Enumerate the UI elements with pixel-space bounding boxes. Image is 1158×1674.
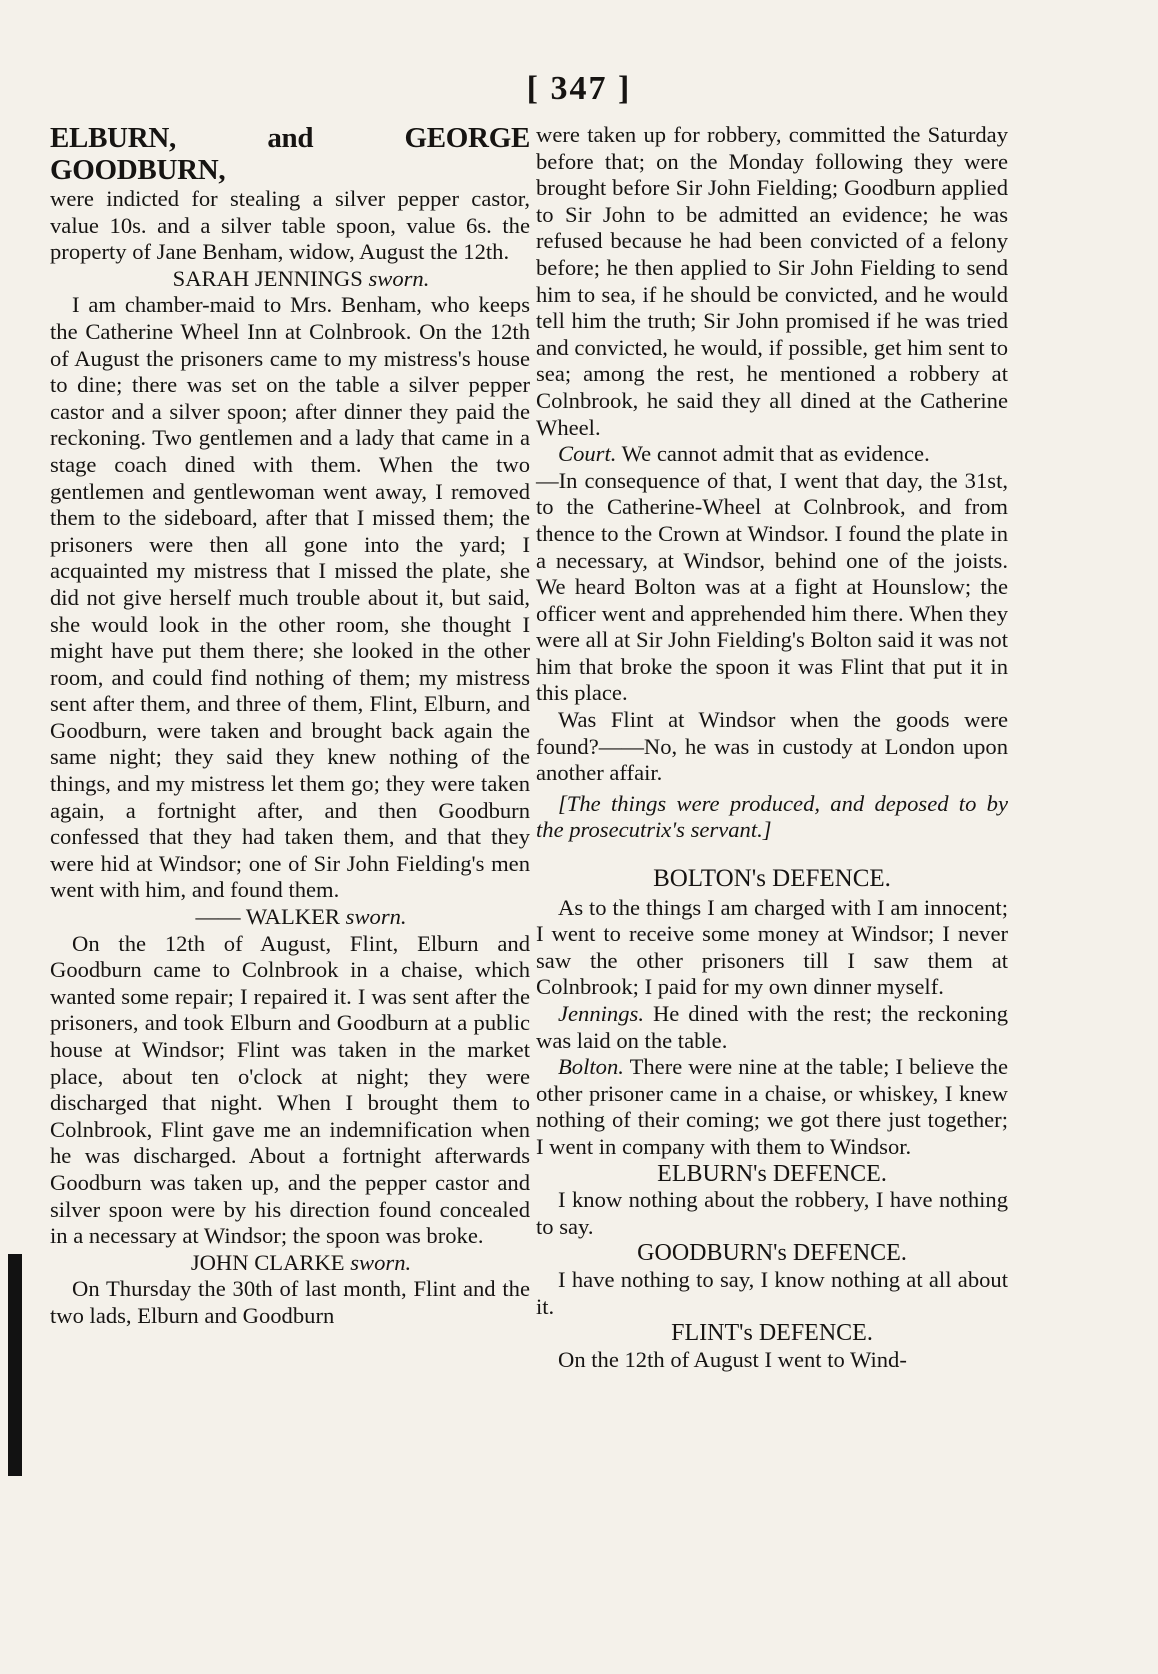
defence-heading-goodburn: GOODBURN's DEFENCE. (637, 1240, 907, 1267)
testimony-clarke-part2: —In consequence of that, I went that day, the 31st, to the Catherine-Wheel at Colnbrook, and from thence to the Crown at Windsor. I found the plate in a necessary, at Windsor, behind one of the joists. We heard Bolton was at a fight at Hounslow; the officer went and apprehended him there. When they were all at Sir John Fielding's Bolton said it was not him that broke the spoon it was Flint that put it in this place. (536, 467, 1008, 706)
jennings-remark (536, 1001, 1008, 1054)
witness-heading-jennings (50, 266, 530, 293)
witness-name: —— WALKER (195, 904, 340, 930)
witness-heading-walker (50, 904, 530, 931)
witness-name: SARAH JENNINGS (172, 265, 363, 291)
sworn-label: sworn. (345, 904, 407, 930)
indictment-text: were indicted for stealing a silver pepper castor, value 10s. and a silver table spoon, value 6s. the property of Jane Benham, widow, August the 12th. (50, 186, 530, 265)
case-lead: ELBURN, and GEORGE GOODBURN, (50, 122, 530, 186)
testimony-clarke-continued: were taken up for robbery, committed the Saturday before that; on the Monday following they were brought before Sir John Fielding; Goodburn applied to Sir John to be admitted an evidence; he was refused because he had been convicted of a felony before; he then applied to Sir John Fielding to send him to sea, if he should be convicted, and he would tell him the truth; Sir John promised if he was tried and convicted, he would, if possible, get him sent to sea; among the rest, he mentioned a robbery at Colnbrook, he said they all dined at the Catherine Wheel. (536, 122, 1008, 440)
bolton-remark (536, 1054, 1008, 1160)
testimony-clarke: On Thursday the 30th of last month, Flint and the two lads, Elburn and Goodburn (50, 1276, 530, 1328)
defence-heading-bolton: BOLTON's DEFENCE. (653, 865, 891, 893)
defence-heading-elburn: ELBURN's DEFENCE. (657, 1160, 887, 1187)
question-answer: Was Flint at Windsor when the goods were found?——No, he was in custody at London upon another affair. (536, 707, 1008, 786)
speaker-label: Jennings. (558, 1001, 644, 1026)
testimony-jennings: I am chamber-maid to Mrs. Benham, who keeps the Catherine Wheel Inn at Colnbrook. On the 12th of August the prisoners came to my mistress's house to dine; there was set on the table a silver pepper castor and a silver spoon; after dinner they paid the reckoning. Two gentlemen and a lady that came in a stage coach dined with them. When the two gentlemen and gentlewoman went away, I removed them to the sideboard, after that I missed them; the prisoners were then all gone into the yard; I acquainted my mistress that I missed the plate, she did not give herself much trouble about it, but said, she would look in the other room, she thought I might have put them there; she looked in the other room, and could find nothing of them; my mistress sent after them, and three of them, Flint, Elburn, and Goodburn, were taken and brought back again the same night; they said they knew nothing of the things, and my mistress let them go; they were taken again, a fortnight after, and then Goodburn confessed that they had taken them, and that they were hid at Windsor; one of Sir John Fielding's men went with him, and found them. (50, 292, 530, 903)
margin-bar (8, 1254, 22, 1476)
defence-bolton: As to the things I am charged with I am innocent; I went to receive some money at Windsor; I never saw the other prisoners till I saw them at Colnbrook; I paid for my own dinner myself. (536, 894, 1008, 1000)
speaker-label: Bolton. (558, 1054, 624, 1080)
page-number: [ 347 ] (526, 70, 632, 107)
sworn-label: sworn. (350, 1249, 412, 1275)
jennings-text: He dined with the rest; the reckoning was laid on the table. (536, 1001, 1008, 1053)
witness-name: JOHN CLARKE (190, 1249, 345, 1275)
defence-elburn: I know nothing about the robbery, I have nothing to say. (536, 1187, 1008, 1239)
court-text: We cannot admit that as evidence. (621, 441, 930, 467)
defence-goodburn: I have nothing to say, I know nothing at all about it. (536, 1266, 1008, 1319)
speaker-label: Court. (558, 441, 617, 467)
bolton-text: There were nine at the table; I believe the other prisoner came in a chaise, or whiskey, I knew nothing of their coming; we got there just together; I went in company with them to Windsor. (536, 1054, 1008, 1159)
editorial-note: [The things were produced, and deposed to by the prosecutrix's servant.] (536, 790, 1008, 843)
witness-heading-clarke (50, 1250, 530, 1277)
defence-heading-flint: FLINT's DEFENCE. (671, 1320, 873, 1347)
defence-flint: On the 12th of August I went to Wind- (558, 1346, 907, 1372)
right-column (536, 122, 1008, 1373)
sworn-label: sworn. (368, 265, 430, 291)
left-column (50, 122, 530, 1330)
court-remark (536, 441, 1008, 468)
testimony-walker: On the 12th of August, Flint, Elburn and Goodburn came to Colnbrook in a chaise, which wanted some repair; I repaired it. I was sent after the prisoners, and took Elburn and Goodburn at a public house at Windsor; Flint was taken in the market place, about ten o'clock at night; they were discharged that night. When I brought them to Colnbrook, Flint gave me an indemnification when he was discharged. About a fortnight afterwards Goodburn was taken up, and the pepper castor and silver spoon were by his direction found concealed in a necessary at Windsor; the spoon was broke. (50, 930, 530, 1249)
